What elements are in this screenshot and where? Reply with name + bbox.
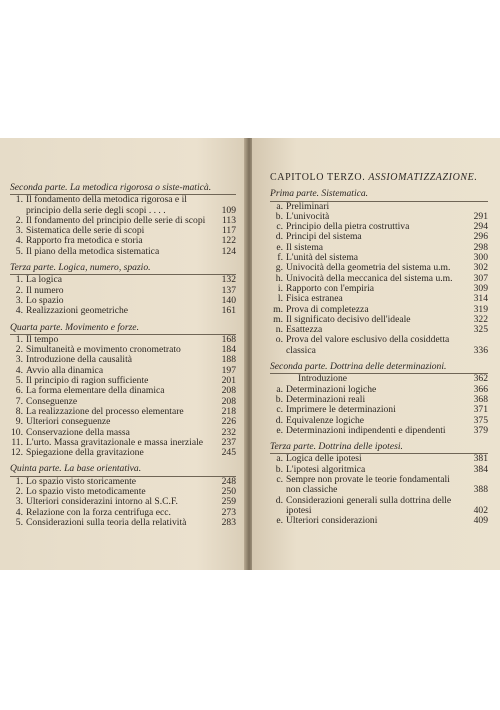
entry-title: Conservazione della massa	[26, 426, 130, 438]
entry-title: Univocità della meccanica del sistema u.m.	[286, 272, 453, 284]
entry-page: 296	[473, 231, 488, 243]
entry-number: 10.	[11, 426, 23, 438]
entry-number: m.	[273, 303, 283, 315]
entry-page: 283	[221, 516, 236, 528]
entry-title: Principio della pietra costruttiva	[286, 221, 410, 233]
entry-title: Sempre non provate le teorie fondamentali non classiche	[286, 474, 450, 496]
entry-title: Esattezza	[286, 324, 323, 336]
entry-title: Rapporto fra metodica e storia	[26, 235, 143, 247]
entry-page: 124	[221, 245, 236, 257]
entry-number: 3.	[15, 496, 23, 508]
toc-entry	[270, 516, 488, 526]
entry-number: 4.	[15, 305, 23, 317]
entry-number: d.	[275, 494, 283, 506]
entry-number: 3.	[15, 225, 23, 237]
entry-title: Ulteriori considerazini intorno al S.C.F.	[26, 496, 178, 508]
entry-page: 168	[221, 333, 236, 345]
entry-page: 381	[473, 453, 488, 465]
entry-number: 4.	[15, 235, 23, 247]
entry-page: 314	[473, 293, 488, 305]
toc-entry	[270, 426, 488, 436]
entry-title: Imprimere le determinazioni	[286, 404, 396, 416]
entry-number: 6.	[15, 385, 23, 397]
entry-title: Realizzazioni geometriche	[26, 305, 129, 317]
entry-page: 325	[473, 324, 488, 336]
entry-number: 5.	[15, 245, 23, 257]
entry-number: d.	[275, 414, 283, 426]
entry-page: 298	[473, 241, 488, 253]
section-heading: Quinta parte. La base orientativa.	[10, 464, 236, 476]
entry-title: Prova di completezza	[286, 303, 369, 315]
entry-page: 302	[473, 262, 488, 274]
section-heading: Prima parte. Sistematica.	[270, 189, 488, 201]
section-heading: Seconda parte. Dottrina delle determinazioni.	[270, 362, 488, 374]
entry-title: Il significato decisivo dell'ideale	[286, 313, 411, 325]
entry-title: Rapporto con l'empiria	[286, 282, 375, 294]
entry-number: g.	[275, 262, 283, 274]
entry-number: 5.	[15, 516, 23, 528]
entry-title: Il numero	[26, 284, 64, 296]
entry-title: Lo spazio	[26, 294, 64, 306]
section-heading: Quarta parte. Movimento e forze.	[10, 323, 236, 335]
entry-page: 208	[221, 395, 236, 407]
entry-title: Lo spazio visto metodicamente	[26, 486, 146, 498]
entry-page: 300	[473, 252, 488, 264]
book-spread	[0, 138, 500, 570]
entry-page: 197	[221, 364, 236, 376]
entry-number: 7.	[15, 395, 23, 407]
entry-title: L'ipotesi algoritmica	[286, 463, 366, 475]
entry-number: 3.	[15, 294, 23, 306]
entry-title: Il sistema	[286, 241, 324, 253]
entry-title: Prova del valore esclusivo della cosiddetta classica	[286, 334, 450, 356]
entry-page: 117	[221, 225, 236, 237]
entry-number: 2.	[15, 486, 23, 498]
entry-title: Introduzione	[298, 373, 348, 385]
entry-page: 336	[473, 344, 488, 356]
toc-entry	[270, 335, 488, 356]
entry-title: Lo spazio visto storicamente	[26, 475, 137, 487]
entry-number: 9.	[15, 416, 23, 428]
toc-entry	[270, 405, 488, 415]
entry-title: Avvio alla dinamica	[26, 364, 104, 376]
entry-title: Simultaneità e movimento cronometrato	[26, 344, 181, 356]
entry-page: 188	[221, 354, 236, 366]
chapter-heading	[270, 173, 488, 183]
entry-number: c.	[276, 404, 283, 416]
toc-entry	[10, 247, 236, 257]
entry-page: 307	[473, 272, 488, 284]
entry-number: f.	[277, 252, 283, 264]
toc-entry	[270, 475, 488, 496]
entry-title: Equivalenze logiche	[286, 414, 365, 426]
toc-entry	[10, 448, 236, 458]
entry-title: L'univocità	[286, 210, 330, 222]
entry-page: 140	[221, 294, 236, 306]
entry-number: 2.	[15, 284, 23, 296]
entry-page: 319	[473, 303, 488, 315]
entry-number: 8.	[15, 405, 23, 417]
section-heading: Seconda parte. La metodica rigorosa o siste-maticà.	[10, 183, 236, 195]
toc-entry	[270, 496, 488, 517]
entry-number: 2.	[15, 344, 23, 356]
entry-number: a.	[276, 200, 283, 212]
entry-title: Conseguenze	[26, 395, 78, 407]
entry-page: 379	[473, 424, 488, 436]
entry-title: Il tempo	[26, 333, 59, 345]
entry-number: m.	[273, 313, 283, 325]
entry-title: Ulteriori conseguenze	[26, 416, 111, 428]
entry-title: Spiegazione della gravitazione	[26, 447, 144, 459]
entry-number: 1.	[15, 475, 23, 487]
entry-number: 1.	[15, 274, 23, 286]
right-page	[252, 138, 500, 570]
entry-title: La logica	[26, 274, 62, 286]
right-contents	[270, 173, 488, 527]
entry-page: 218	[221, 405, 236, 417]
entry-title: L'unità del sistema	[286, 252, 359, 264]
entry-title: Considerazioni sulla teoria della relatività	[26, 516, 187, 528]
entry-title: Determinazioni reali	[286, 393, 366, 405]
entry-number: a.	[276, 383, 283, 395]
entry-number: 12.	[11, 447, 23, 459]
entry-title: Preliminari	[286, 200, 330, 212]
entry-number: 11.	[11, 436, 23, 448]
entry-page: 109	[221, 204, 236, 216]
entry-page: 161	[221, 305, 236, 317]
chapter-prefix: CAPITOLO TERZO.	[270, 172, 366, 183]
entry-page: 409	[473, 515, 488, 527]
entry-number: 5.	[15, 375, 23, 387]
entry-number: e.	[276, 241, 283, 253]
entry-title: La forma elementare della dinamica	[26, 385, 165, 397]
entry-page: 294	[473, 221, 488, 233]
entry-number: a.	[276, 453, 283, 465]
entry-title: Relazione con la forza centrifuga ecc.	[26, 506, 171, 518]
entry-page: 122	[221, 235, 236, 247]
entry-page: 322	[473, 313, 488, 325]
entry-number: d.	[275, 231, 283, 243]
entry-title: Il fondamento del principio delle serie di scopi	[26, 214, 206, 226]
entry-page: 362	[473, 373, 488, 385]
section-heading: Terza parte. Logica, numero, spazio.	[10, 263, 236, 275]
entry-title: Univocità della geometria del sistema u.m.	[286, 262, 451, 274]
entry-number: c.	[276, 221, 283, 233]
entry-page: 184	[221, 344, 236, 356]
entry-number: 1.	[15, 333, 23, 345]
entry-number: 4.	[15, 364, 23, 376]
entry-number: 4.	[15, 506, 23, 518]
entry-title: Logica delle ipotesi	[286, 453, 362, 465]
section-heading: Terza parte. Dottrina delle ipotesi.	[270, 442, 488, 454]
chapter-title: ASSIOMATIZZAZIONE.	[368, 172, 478, 183]
entry-page: 291	[473, 210, 488, 222]
entry-page: 132	[221, 274, 236, 286]
entry-number: o.	[275, 334, 283, 346]
entry-page: 402	[473, 504, 488, 516]
entry-number: e.	[276, 424, 283, 436]
toc-entry	[10, 195, 236, 216]
entry-number: b.	[275, 393, 283, 405]
entry-title: Fisica estranea	[286, 293, 343, 305]
entry-page: 248	[221, 475, 236, 487]
entry-page: 273	[221, 506, 236, 518]
entry-title: Principi del sistema	[286, 231, 362, 243]
entry-page: 384	[473, 463, 488, 475]
toc-entry	[10, 518, 236, 528]
entry-title: Determinazioni indipendenti e dipendenti	[286, 424, 446, 436]
entry-number: 1.	[15, 194, 23, 206]
toc-entry	[10, 417, 236, 427]
entry-page: 250	[221, 486, 236, 498]
entry-title: Sistematica delle serie di scopi	[26, 225, 145, 237]
left-contents	[10, 183, 236, 528]
entry-page: 232	[221, 426, 236, 438]
entry-number: b.	[275, 210, 283, 222]
entry-page: 226	[221, 416, 236, 428]
entry-title: Il piano della metodica sistematica	[26, 245, 160, 257]
entry-title: L'urto. Massa gravitazionale e massa inerziale	[26, 436, 204, 448]
entry-page: 208	[221, 385, 236, 397]
entry-title: Considerazioni generali sulla dottrina delle ipotesi	[286, 494, 452, 516]
entry-number: i.	[277, 282, 283, 294]
entry-title: Introduzione della causalità	[26, 354, 133, 366]
entry-title: Ulteriori considerazioni	[286, 515, 378, 527]
toc-entry	[10, 306, 236, 316]
entry-number: h.	[275, 272, 283, 284]
entry-title: Determinazioni logiche	[286, 383, 377, 395]
entry-number: b.	[275, 463, 283, 475]
entry-number: 2.	[15, 214, 23, 226]
entry-title: La realizzazione del processo elementare	[26, 405, 184, 417]
entry-page: 371	[473, 404, 488, 416]
entry-title: Il fondamento della metodica rigorosa e il principio della serie degli scopi . . . .	[26, 194, 187, 216]
entry-page: 113	[221, 214, 236, 226]
entry-number: l.	[277, 293, 283, 305]
entry-page: 309	[473, 282, 488, 294]
entry-page: 201	[221, 375, 236, 387]
entry-page: 245	[221, 447, 236, 459]
entry-number: n.	[275, 324, 283, 336]
entry-page: 237	[221, 436, 236, 448]
entry-page: 388	[473, 484, 488, 496]
entry-number: e.	[276, 515, 283, 527]
entry-number: c.	[276, 474, 283, 486]
entry-page: 366	[473, 383, 488, 395]
left-page	[0, 138, 246, 570]
entry-page: 259	[221, 496, 236, 508]
entry-page: 368	[473, 393, 488, 405]
entry-page: 375	[473, 414, 488, 426]
entry-number: 3.	[15, 354, 23, 366]
entry-page: 137	[221, 284, 236, 296]
entry-title: Il principio di ragion sufficiente	[26, 375, 149, 387]
